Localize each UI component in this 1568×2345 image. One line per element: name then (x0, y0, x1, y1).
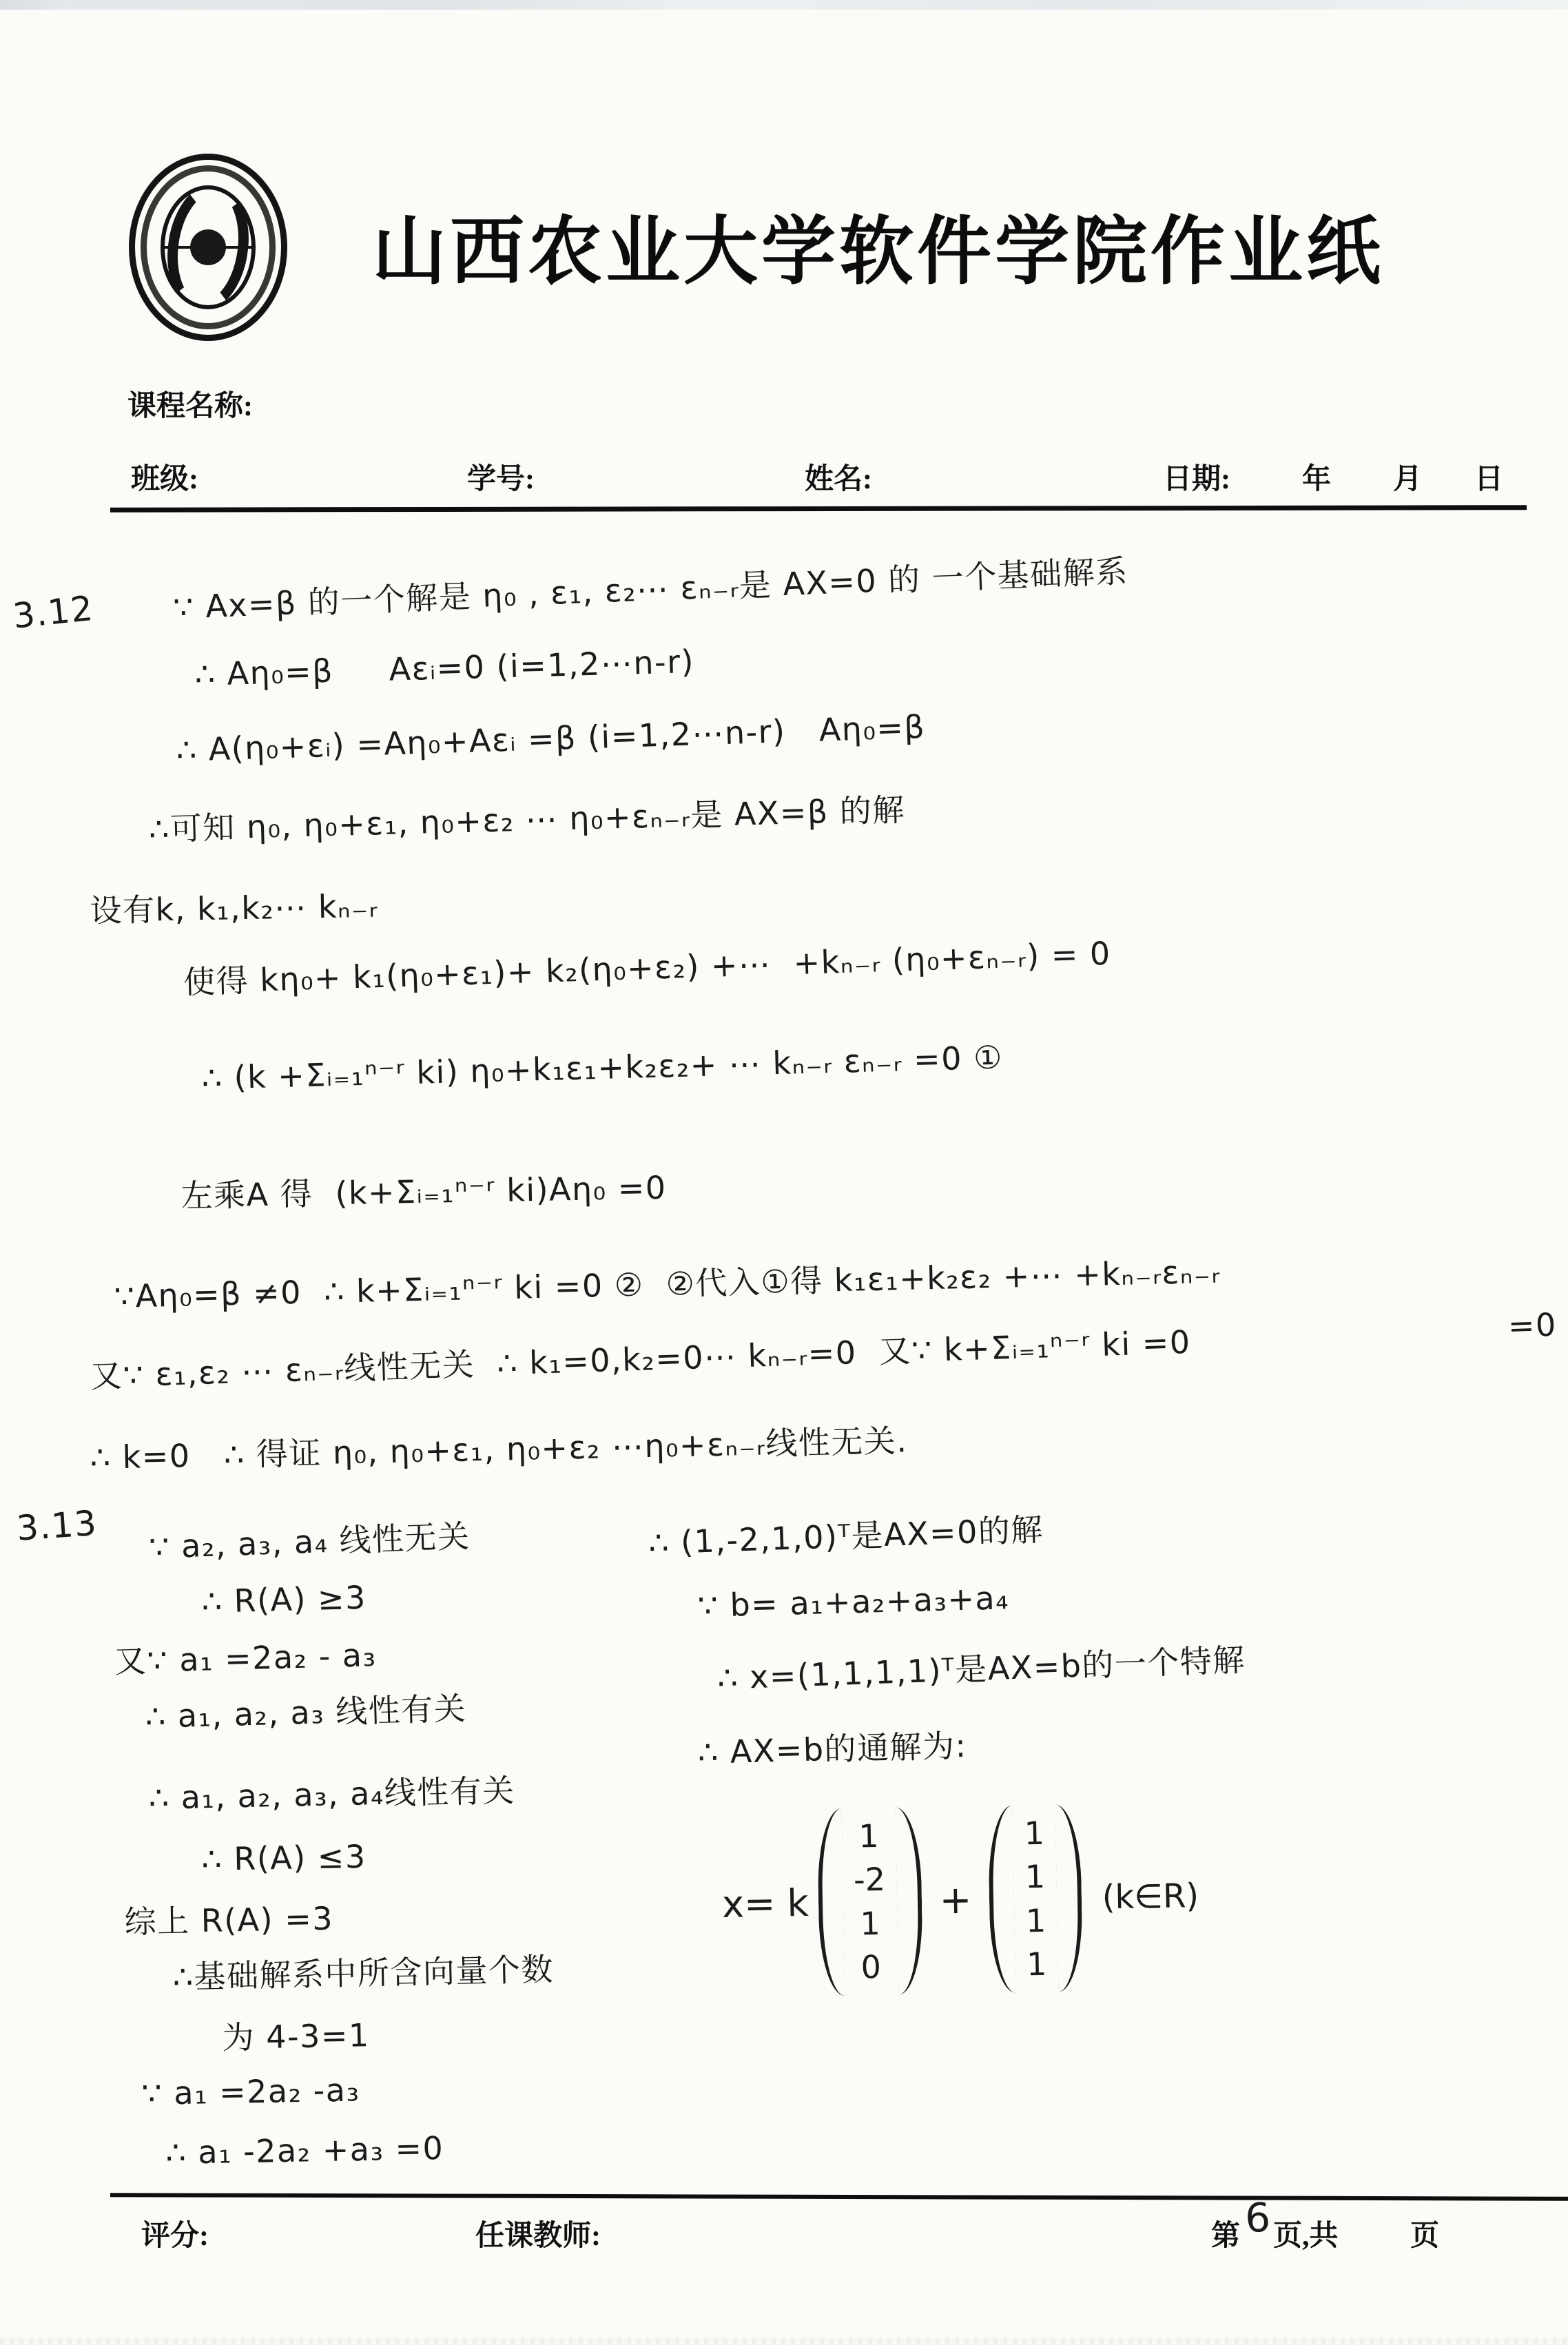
k-in-r-condition: (k∈R) (1102, 1876, 1199, 1917)
p312-line-3: ∴ A(η₀+εᵢ) =Aη₀+Aεᵢ =β (i=1,2⋯n-r) Aη₀=β (176, 707, 926, 769)
p313-left-line-9: 为 4-3=1 (222, 2016, 371, 2056)
scan-artifact-bottom (0, 2338, 1568, 2345)
p312-line-2: ∴ Aη₀=β Aεᵢ=0 (i=1,2⋯n-r) (194, 643, 695, 693)
p312-line-10: 又∵ ε₁,ε₂ ⋯ εₙ₋ᵣ线性无关 ∴ k₁=0,k₂=0⋯ kₙ₋ᵣ=0 又∵ k+Σᵢ₌₁ⁿ⁻ʳ ki =0 (90, 1323, 1192, 1395)
p313-right-line-2: ∵ b= a₁+a₂+a₃+a₄ (697, 1579, 1010, 1624)
solution-vector-1 (816, 1807, 923, 1996)
p313-left-line-3: 又∵ a₁ =2a₂ - a₃ (114, 1636, 378, 1680)
name-label: 姓名: (805, 464, 872, 495)
vector-2-entry: 1 (1024, 1858, 1046, 1896)
header-divider (110, 505, 1527, 513)
problem-number-312: 3.12 (11, 588, 96, 637)
page-number-infix: 页,共 (1273, 2220, 1339, 2252)
vector-1-entries (842, 1817, 898, 1986)
left-paren-icon (988, 1806, 1016, 1994)
logo-center-dot (190, 229, 226, 265)
p312-line-5: 设有k, k₁,k₂⋯ kₙ₋ᵣ (90, 887, 379, 929)
p313-left-line-11: ∴ a₁ -2a₂ +a₃ =0 (165, 2129, 444, 2171)
date-label: 日期: (1163, 464, 1230, 495)
p313-left-line-6: ∴ R(A) ≤3 (201, 1837, 367, 1878)
teacher-label: 任课教师: (475, 2220, 601, 2252)
p313-right-line-4: ∴ AX=b的通解为: (697, 1726, 968, 1771)
p313-left-line-1: ∵ a₂, a₃, a₄ 线性无关 (148, 1517, 471, 1566)
p312-line-11: ∴ k=0 ∴ 得证 η₀, η₀+ε₁, η₀+ε₂ ⋯η₀+εₙ₋ᵣ线性无关. (90, 1422, 909, 1476)
right-paren-icon (895, 1807, 923, 1995)
university-logo (129, 154, 287, 341)
p313-right-line-1: ∴ (1,-2,1,0)ᵀ是AX=0的解 (648, 1510, 1044, 1562)
problem-number-313: 3.13 (15, 1502, 99, 1549)
p312-line-1: ∵ Ax=β 的一个解是 η₀ , ε₁, ε₂⋯ εₙ₋ᵣ是 AX=0 的 一个基础解系 (172, 552, 1129, 626)
p313-left-line-7: 综上 R(A) =3 (124, 1899, 334, 1941)
p312-line-4: ∴可知 η₀, η₀+ε₁, η₀+ε₂ ⋯ η₀+εₙ₋ᵣ是 AX=β 的解 (148, 791, 906, 848)
solution-lhs: x= k (721, 1881, 809, 1926)
year-label: 年 (1302, 464, 1332, 495)
vector-1-entry: 1 (860, 1904, 881, 1943)
left-paren-icon (816, 1808, 845, 1996)
class-label: 班级: (131, 464, 198, 495)
vector-2-entry: 1 (1025, 1901, 1046, 1940)
page-title: 山西农业大学软件学院作业纸 (372, 211, 1385, 293)
score-label: 评分: (141, 2220, 209, 2252)
footer-divider (110, 2193, 1568, 2201)
p312-line-8: 左乘A 得 (k+Σᵢ₌₁ⁿ⁻ʳ ki)Aη₀ =0 (180, 1168, 667, 1215)
month-label: 月 (1393, 464, 1423, 495)
vector-2-entries (1013, 1815, 1058, 1983)
vector-2-entry: 1 (1024, 1814, 1045, 1852)
p312-line-9-overflow: =0 (1507, 1305, 1558, 1345)
p312-line-7: ∴ (k +Σᵢ₌₁ⁿ⁻ʳ ki) η₀+k₁ε₁+k₂ε₂+ ⋯ kₙ₋ᵣ εₙ₋ᵣ =0 ① (201, 1038, 1004, 1097)
page-number-handwritten: 6 (1244, 2193, 1272, 2242)
p313-left-line-4: ∴ a₁, a₂, a₃ 线性有关 (145, 1689, 467, 1735)
p313-left-line-2: ∴ R(A) ≥3 (201, 1578, 367, 1620)
vector-2-entry: 1 (1026, 1945, 1047, 1983)
p313-right-line-3: ∴ x=(1,1,1,1)ᵀ是AX=b的一个特解 (716, 1641, 1246, 1697)
p312-line-9: ∵Aη₀=β ≠0 ∴ k+Σᵢ₌₁ⁿ⁻ʳ ki =0 ② ②代入①得 k₁ε₁+k₂ε₂ +⋯ +kₙ₋ᵣεₙ₋ᵣ (114, 1252, 1221, 1315)
general-solution (721, 1802, 1201, 1998)
solution-vector-2 (988, 1804, 1083, 1993)
page-number-prefix: 第 (1211, 2220, 1241, 2252)
vector-1-entry: -2 (853, 1861, 886, 1899)
day-label: 日 (1474, 464, 1504, 495)
course-name-label: 课程名称: (127, 391, 253, 422)
page-number-suffix: 页 (1410, 2220, 1440, 2252)
vector-1-entry: 1 (858, 1817, 880, 1855)
p313-left-line-8: ∴基础解系中所含向量个数 (172, 1950, 555, 1996)
p313-left-line-10: ∵ a₁ =2a₂ -a₃ (141, 2071, 360, 2112)
scan-artifact-top (0, 0, 1568, 10)
plus-operator: + (938, 1877, 973, 1923)
p312-line-6: 使得 kη₀+ k₁(η₀+ε₁)+ k₂(η₀+ε₂) +⋯ +kₙ₋ᵣ (η₀+εₙ₋ᵣ) = 0 (183, 934, 1112, 1001)
vector-1-entry: 0 (860, 1948, 882, 1986)
student-id-label: 学号: (467, 464, 535, 495)
p313-left-line-5: ∴ a₁, a₂, a₃, a₄线性有关 (148, 1771, 516, 1817)
right-paren-icon (1055, 1804, 1083, 1992)
